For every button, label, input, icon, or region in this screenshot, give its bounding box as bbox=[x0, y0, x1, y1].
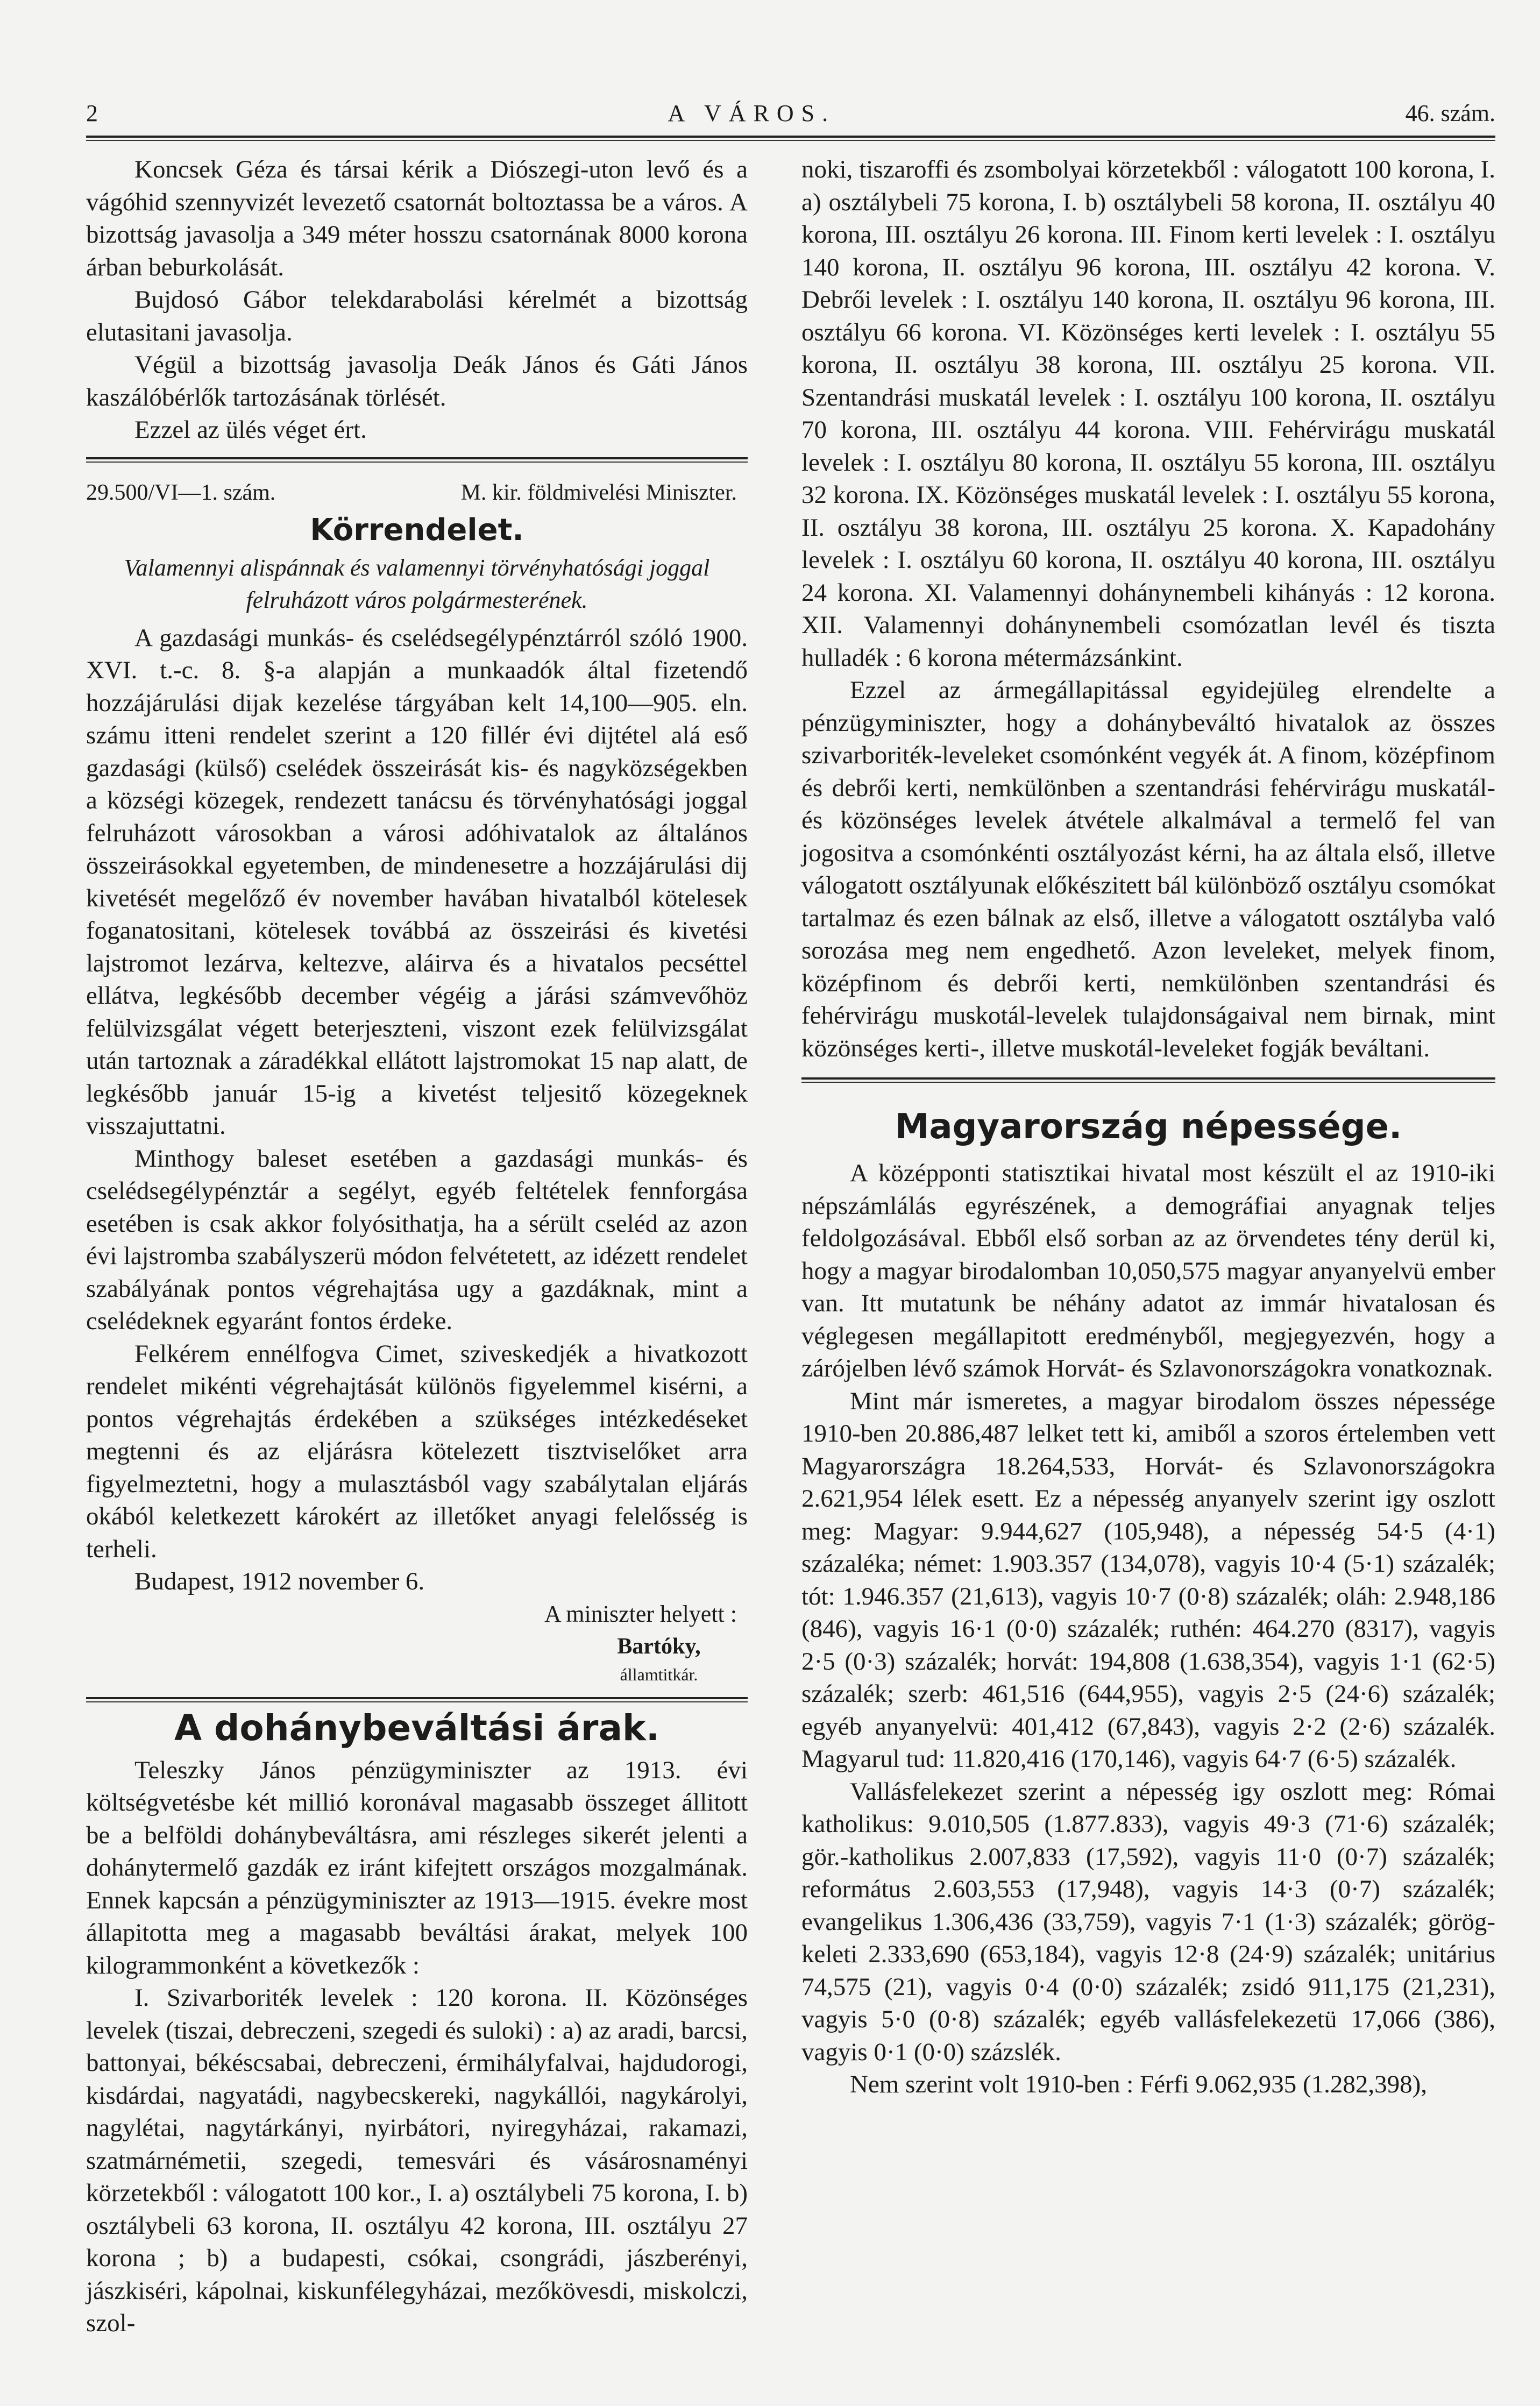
paragraph: Minthogy baleset esetében a gazdasági munkás- és cselédsegélypénztár a segélyt, egyéb feltételek fennforgása esetében is csak akkor folyósithatja, ha a sérült cseléd az azon évi lajstromba szabályszerü módon felvétetett, az idézett rendelet szabályának pontos végrehajtása ugy a gazdáknak, mint a cselédeknek egyaránt fontos érdeke. bbox=[86, 1144, 748, 1335]
decree-signoff: A miniszter helyett : bbox=[544, 1600, 737, 1627]
section-rule bbox=[86, 457, 748, 463]
paragraph: Ezzel az ülés véget ért. bbox=[134, 416, 367, 444]
tobacco-body bbox=[86, 1754, 748, 2340]
decree-ministry: M. kir. földmivelési Miniszter. bbox=[460, 480, 737, 505]
issue-number: 46. szám. bbox=[1405, 100, 1495, 126]
paragraph: Vallásfelekezet szerint a népesség igy oszlott meg: Római katholikus: 9.010,505 (1.877.833), vagyis 49·3 (71·6) százalék; gör.-katholikus 2.007,833 (17,592), vagyis 11·0 (0·7) százalék; református 2.603,553 (17,948), vagyis 14·3 (0·7) százalék; evangelikus 1.306,436 (33,759), vagyis 7·1 (1·3) százalék; görög-keleti 2.333,690 (653,184), vagyis 12·8 (24·9) százalék; unitárius 74,575 (21), vagyis 0·4 (0·0) százalék; zsidó 911,175 (21,231), vagyis 5·0 (0·8) százalék; egyéb vallásfelekezetü 17,066 (386), vagyis 0·1 (0·0) százslék. bbox=[801, 1777, 1495, 2066]
decree-signer: Bartóky, bbox=[617, 1634, 701, 1659]
tobacco-continuation bbox=[801, 153, 1495, 1064]
section-rule bbox=[86, 1697, 748, 1702]
masthead-title: A VÁROS. bbox=[668, 100, 836, 126]
paragraph: Bujdosó Gábor telekdarabolási kérelmét a bizottság elutasitani javasolja. bbox=[86, 286, 748, 346]
right-column bbox=[801, 153, 1495, 2101]
decree-title: Körrendelet. bbox=[310, 512, 524, 548]
left-column bbox=[86, 153, 748, 2340]
decree-number: 29.500/VI—1. szám. bbox=[86, 480, 276, 505]
population-body bbox=[801, 1157, 1495, 2101]
paragraph: Teleszky János pénzügyminiszter az 1913. évi költségvetésbe két millió koronával magasabb összeget állitott be a belföldi dohánybeváltásra, ami részleges sikerét jelenti a dohánytermelő gazdák ez iránt kifejtett országos mozgalmának. Ennek kapcsán a pénzügyminiszter az 1913—1915. évekre most állapitotta meg a magasabb beváltási árakat, melyek 100 kilogrammonként a következők : bbox=[86, 1756, 748, 1979]
page-header bbox=[86, 100, 1495, 127]
decree-signer-title: államtitkár. bbox=[620, 1664, 698, 1684]
decree-addressee: Valamennyi alispánnak és valamennyi törvényhatósági joggal felruházott város polgármesterének. bbox=[124, 554, 710, 613]
page-number: 2 bbox=[86, 100, 98, 126]
tobacco-title: A dohánybeváltási árak. bbox=[174, 1707, 659, 1749]
paragraph: I. Szivarboriték levelek : 120 korona. II. Közönséges levelek (tiszai, debreczeni, szegedi és suloki) : a) az aradi, barcsi, battonyai, békéscsabai, debreczeni, érmihályfalvai, hajdudorogi, kisdárdai, nagyatádi, nagybecskereki, nagykállói, nagykárolyi, nagylétai, nagytárkányi, nyirbátori, nyiregyházai, rakamazi, szatmárnémetii, szegedi, temesvári és vásárosnaményi körzetekből : válogatott 100 kor., I. a) osztálybeli 75 korona, I. b) osztálybeli 63 korona, II. osztályu 42 korona, III. osztályu 27 korona ; b) a budapesti, csókai, csongrádi, jászberényi, jászkiséri, kápolnai, kiskunfélegyházai, mezőkövesdi, miskolczi, szol- bbox=[86, 1984, 748, 2337]
paragraph: Koncsek Géza és társai kérik a Diószegi-uton levő és a vágóhid szennyvizét levezető csatornát boltoztassa be a város. A bizottság javasolja a 349 méter hosszu csatornának 8000 korona árban beburkolását. bbox=[86, 155, 748, 281]
decree-header bbox=[86, 478, 748, 508]
paragraph: Mint már ismeretes, a magyar birodalom összes népessége 1910-ben 20.886,487 lelket tett ki, amiből a szoros értelemben vett Magyarországra 18.264,533, Horvát- és Szlavonországokra 2.621,954 lélek esett. Ez a népesség anyanyelv szerint igy oszlott meg: Magyar: 9.944,627 (105,948), a népesség 54·5 (4·1) százaléka; német: 1.903.357 (134,078), vagyis 10·4 (5·1) százalék; tót: 1.946.357 (21,613), vagyis 10·7 (0·8) százalék; oláh: 2.948,186 (846), vagyis 16·1 (0·0) százalék; ruthén: 464.270 (8317), vagyis 2·5 (0·3) százalék; horvát: 194,808 (1.638,354), vagyis 1·1 (62·5) százalék; szerb: 461,516 (644,955), vagyis 2·5 (24·6) százalék; egyéb anyanyelvü: 401,412 (67,843), vagyis 2·2 (2·6) százalék. Magyarul tud: 11.820,416 (170,146), vagyis 64·7 (6·5) százalék. bbox=[801, 1387, 1495, 1773]
paragraph: Ezzel az ármegállapitással egyidejüleg elrendelte a pénzügyminiszter, hogy a dohánybeváltó hivatalok az összes szivarboriték-leveleket csomónként vegyék át. A finom, középfinom és debrői kerti, nemkülönben a szentandrási fehérvirágu muskatál- és közönséges levelek átvétele alkalmával a termelő fel van jogositva a csomónkénti osztályozást kérni, ha az általa első, illetve válogatott osztályunak előkészitett bál különböző osztályu csomókat tartalmaz és ezen bálnak az első, illetve a válogatott osztályba való sorozása meg nem engedhető. Azon leveleket, melyek finom, középfinom és debrői kerti, nemkülönben szentandrási és fehérvirágu muskotál-levelek tulajdonságaival nem birnak, mint közönséges kerti-, illetve muskotál-leveleket fogják beváltani. bbox=[801, 676, 1495, 1062]
section-rule bbox=[801, 1077, 1495, 1083]
paragraph: Végül a bizottság javasolja Deák János és Gáti János kaszálóbérlők tartozásának törlését. bbox=[86, 351, 748, 411]
paragraph: A gazdasági munkás- és cselédsegélypénztárról szóló 1900. XVI. t.-c. 8. §-a alapján a munkaadók által fizetendő hozzájárulási dijak kezelése tárgyában kelt 14,100—905. eln. számu itteni rendelet szerint a 120 fillér évi dijtétel alá eső gazdasági (külső) cselédek összeirását kis- és nagyközségekben a községi közegek, rendezett tanácsu és törvényhatósági joggal felruházott városokban a városi adóhivatalok az általános összeirásokkal egyetemben, de mindenesetre a hozzájárulási dij kivetését megelőző év november havában hivatalból kötelesek foganatositani, kötelesek továbbá az összeirási és kivetési lajstromot lezárva, keltezve, aláirva és a hivatalos pecséttel ellátva, legkésőbb december végéig a járási számvevőhöz felülvizsgálat végett beterjeszteni, viszont ezek felülvizsgálat után tartoznak a záradékkal ellátott lajstromokat 15 nap alatt, de legkésőbb január 15-ig a kivetést teljesitő közegeknek visszajuttatni. bbox=[86, 623, 748, 1140]
council-report bbox=[86, 153, 748, 446]
paragraph: Budapest, 1912 november 6. bbox=[134, 1567, 425, 1595]
paragraph: Nem szerint volt 1910-ben : Férfi 9.062,935 (1.282,398), bbox=[850, 2070, 1427, 2098]
paragraph: A középponti statisztikai hivatal most készült el az 1910-iki népszámlálás egyrészének, a demográfiai anyagnak teljes feldolgozásával. Ebből első sorban az az örvendetes tény derül ki, hogy a magyar birodalomban 10,050,575 magyar anyanyelvü ember van. Itt mutatunk be néhány adatot az immár hivatalosan és véglegesen megállapitott eredményből, megjegyezvén, hogy a zárójelben lévő számok Horvát- és Szlavonországokra vonatkoznak. bbox=[801, 1159, 1495, 1382]
population-title: Magyarország népessége. bbox=[895, 1107, 1402, 1147]
paragraph: Felkérem ennélfogva Cimet, sziveskedjék a hivatkozott rendelet mikénti végrehajtását különös figyelemmel kisérni, a pontos végrehajtás érdekében a szükséges intézkedéseket megtenni és az eljárásra kötelezett tisztviselőket arra figyelmeztetni, hogy a mulasztásból vagy szabálytalan eljárás okából keletkezett károkért az illetőket anyagi felelősség is terheli. bbox=[86, 1339, 748, 1563]
header-rule bbox=[86, 136, 1495, 141]
paragraph: noki, tiszaroffi és zsombolyai körzetekből : válogatott 100 korona, I. a) osztálybeli 75 korona, I. b) osztálybeli 58 korona, II. osztályu 40 korona, III. osztályu 26 korona. III. Finom kerti levelek : I. osztályu 140 korona, II. osztályu 96 korona, III. osztályu 42 korona. V. Debrői levelek : I. osztályu 140 korona, II. osztályu 96 korona, III. osztályu 66 korona. VI. Közönséges kerti levelek : I. osztályu 55 korona, II. osztályu 38 korona, III. osztályu 25 korona. VII. Szentandrási muskatál levelek : I. osztályu 100 korona, II. osztályu 70 korona, III. osztályu 44 korona. VIII. Fehérvirágu muskatál levelek : I. osztályu 80 korona, II. osztályu 55 korona, III. osztályu 32 korona. IX. Közönséges muskatál levelek : I. osztályu 55 korona, II. osztályu 38 korona, III. osztályu 25 korona. X. Kapadohány levelek : I. osztályu 60 korona, II. osztályu 40 korona, III. osztályu 24 korona. XI. Valamennyi dohánynembeli kihányás : 12 korona. XII. Valamennyi dohánynembeli csomózatlan levél és tiszta hulladék : 6 korona métermázsánkint. bbox=[801, 155, 1495, 672]
decree-body bbox=[86, 622, 748, 1598]
